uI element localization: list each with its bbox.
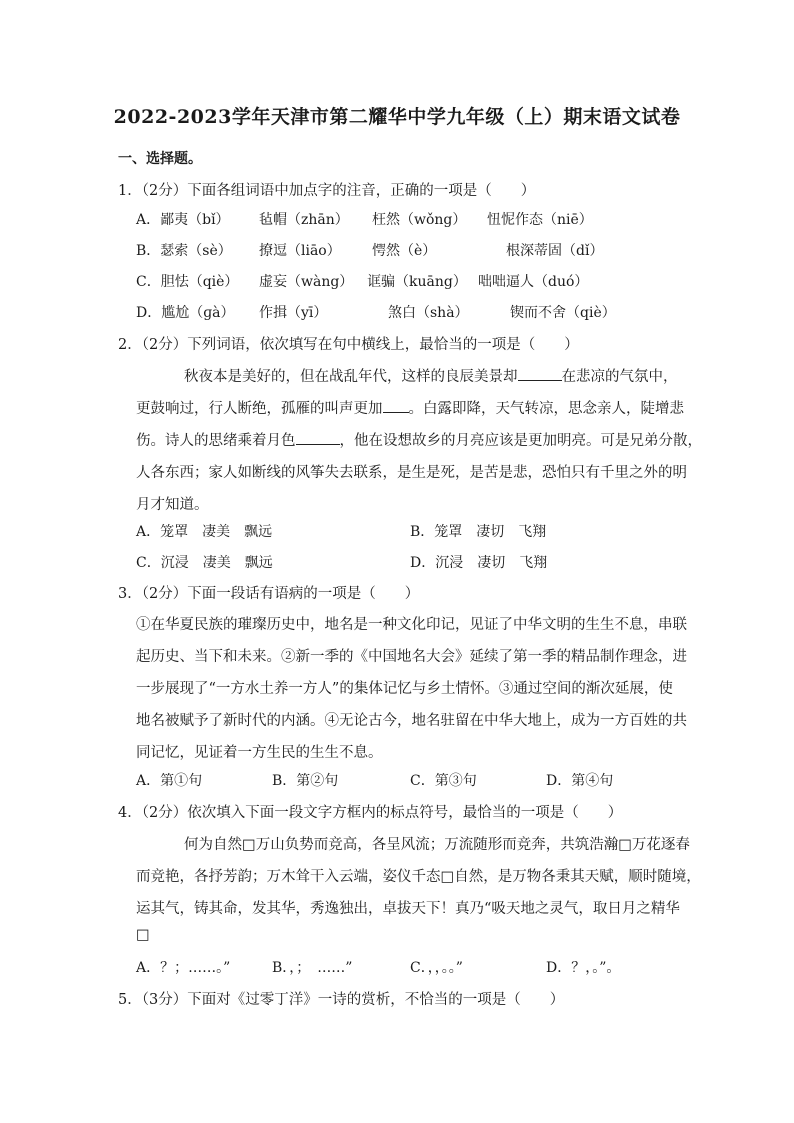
q3-passage-line-2: 起历史、当下和未来。②新一季的《中国地名大会》延续了第一季的精品制作理念，进 [136, 649, 687, 665]
q2-passage-line-1: 秋夜本是美好的，但在战乱年代，这样的良辰美景却 在悲凉的气氛中， [184, 365, 678, 386]
q3-option-d: D．第④句 [546, 773, 614, 789]
q4-option-c: C．，，。。” [410, 960, 463, 976]
q1-option-c-2: 虚妄（wàng） [259, 274, 354, 290]
q1-option-c-3: 诓骗（kuāng） [367, 274, 467, 290]
q4-passage-line-2: 而竞艳，各抒芳韵；万木耸干入云端，姿仪千态□自然，是万物各秉其天赋，顺时随境， [136, 869, 701, 885]
q4-passage-line-3: 运其气，铸其命，发其华，秀逸独出，卓拔天下！真乃“吸天地之灵气，取日月之精华 [136, 901, 680, 917]
q1-option-b-3: 愕然（è） [372, 243, 437, 259]
q3-passage-line-3: 一步展现了“一方水土养一方人”的集体记忆与乡土情怀。③通过空间的渐次延展，使 [136, 681, 673, 697]
page-title: 2022-2023学年天津市第二耀华中学九年级（上）期末语文试卷 [113, 106, 681, 128]
q2-passage-line-3: 伤。诗人的思绪乘着月色 ，他在设想故乡的月亮应该是更加明亮。可是兄弟分散， [136, 429, 702, 450]
question-4-stem: 4．（2分）依次填入下面一段文字方框内的标点符号，最恰当的一项是（ ） [118, 805, 623, 821]
q4-option-b: B．，； ……” [272, 960, 353, 976]
section-heading: 一、选择题。 [118, 151, 202, 167]
q3-option-a: A．第①句 [136, 773, 203, 789]
q1-option-d-3: 煞白（shà） [388, 305, 469, 321]
q4-option-a: A．？；……。” [136, 960, 231, 976]
q1-option-a-3: 枉然（wǒng） [372, 212, 467, 228]
q3-passage-line-4: 地名被赋予了新时代的内涵。④无论古今，地名驻留在中华大地上，成为一方百姓的共 [136, 713, 687, 729]
q1-option-c-1: C．胆怯（qiè） [136, 274, 239, 290]
fill-blank-3 [296, 430, 340, 445]
q2-option-b: B．笼罩 凄切 飞翔 [410, 524, 547, 540]
question-2-stem: 2．（2分）下列词语，依次填写在句中横线上，最恰当的一项是（ ） [118, 337, 579, 353]
q1-option-a-1: A．鄙夷（bǐ） [136, 212, 230, 228]
q1-option-d-1: D．尴尬（ɡà） [136, 305, 235, 321]
q2-passage-line-2: 更鼓响过，行人断绝，孤雁的叫声更加 。白露即降，天气转凉，思念亲人，陡增悲 [136, 397, 684, 418]
q2-passage-line-4: 人各东西；家人如断线的风筝失去联系，是生是死，是苦是悲，恐怕只有千里之外的明 [136, 465, 687, 481]
q3-passage-line-1: ①在华夏民族的璀璨历史中，地名是一种文化印记，见证了中华文明的生生不息，串联 [136, 617, 687, 633]
q2-option-d: D．沉浸 凄切 飞翔 [410, 555, 548, 571]
question-3-stem: 3．（2分）下面一段话有语病的一项是（ ） [118, 586, 420, 602]
q1-option-d-2: 作揖（yī） [259, 305, 328, 321]
q2-option-c: C．沉浸 凄美 飘远 [136, 555, 273, 571]
q1-option-c-4: 咄咄逼人（duó） [478, 274, 589, 290]
q4-option-d: D．？，。”。 [546, 960, 621, 976]
q3-option-b: B．第②句 [272, 773, 339, 789]
q4-passage-line-4: □ [136, 927, 150, 943]
q1-option-b-1: B．瑟索（sè） [136, 243, 232, 259]
q4-passage-line-1: 何为自然□万山负势而竞高，各呈风流；万流随形而竞奔，共筑浩瀚□万花逐春 [184, 837, 690, 853]
q2-option-a: A．笼罩 凄美 飘远 [136, 524, 273, 540]
fill-blank-1 [518, 366, 562, 381]
question-5-stem: 5．（3分）下面对《过零丁洋》一诗的赏析，不恰当的一项是（ ） [118, 992, 565, 1008]
q3-passage-line-5: 同记忆，见证着一方生民的生生不息。 [136, 745, 383, 761]
fill-blank-2 [383, 398, 409, 413]
q1-option-d-4: 锲而不舍（qiè） [510, 305, 616, 321]
q1-option-b-2: 撩逗（liāo） [259, 243, 341, 259]
q1-option-b-4: 根深蒂固（dǐ） [506, 243, 604, 259]
q1-option-a-2: 毡帽（zhān） [259, 212, 349, 228]
q1-option-a-4: 忸怩作态（niē） [487, 212, 593, 228]
q2-passage-line-5: 月才知道。 [136, 497, 209, 513]
question-1-stem: 1．（2分）下面各组词语中加点字的注音，正确的一项是（ ） [118, 183, 536, 199]
q3-option-c: C．第③句 [410, 773, 477, 789]
